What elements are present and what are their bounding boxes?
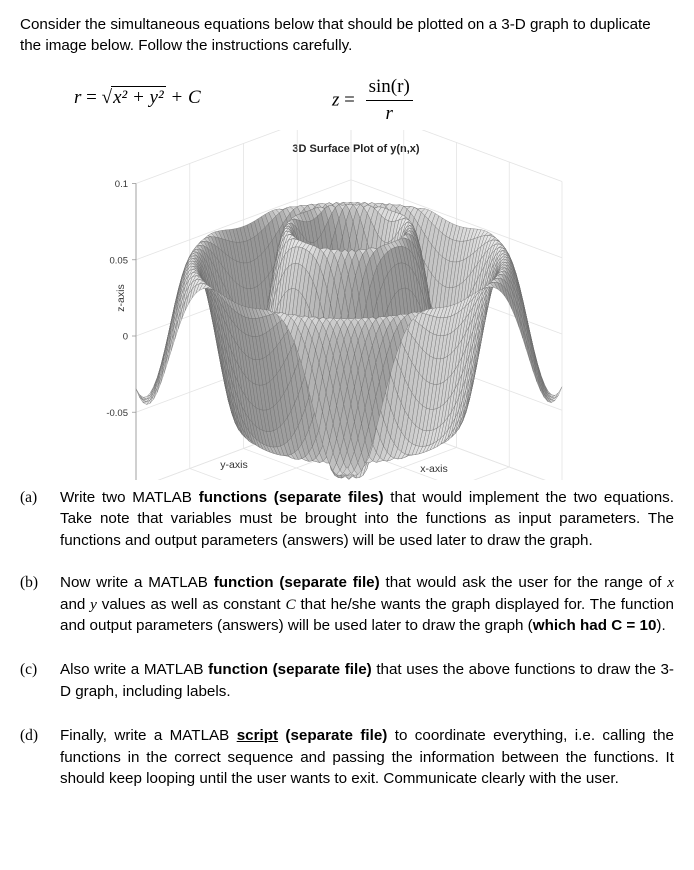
part-text	[60, 572, 674, 636]
y-axis-label: y-axis	[220, 459, 248, 471]
intro-paragraph: Consider the simultaneous equations below that should be plotted on a 3-D graph to duplicate the image below. Follow the instructions carefully.	[20, 16, 651, 54]
text-segment: x	[667, 574, 674, 592]
text-segment: C	[285, 595, 296, 613]
text-segment: script	[236, 727, 279, 745]
question-part	[20, 725, 674, 789]
z-tick-label: 0.05	[109, 255, 128, 267]
floor-gridline	[294, 467, 509, 480]
z-tick-label: 0.1	[114, 179, 128, 190]
part-label: (c)	[20, 661, 38, 679]
text-segment: (separate file)	[278, 727, 388, 745]
question-parts	[20, 487, 674, 789]
text-segment: that uses the above functions to draw the 3-D graph, including labels.	[60, 661, 674, 700]
surface-patch	[136, 389, 143, 400]
z-gridline	[136, 130, 562, 184]
text-segment: that would implement the two equations. Take note that variables must be brought into the functions as input parameters. The functions and output parameters (answers) will be used later to draw the graph.	[60, 489, 674, 549]
text-segment: which had C = 10	[532, 617, 657, 635]
text-segment: Also write a MATLAB	[60, 661, 209, 679]
part-label: (b)	[20, 574, 39, 592]
text-segment: and	[60, 595, 91, 613]
equation-z-lhs: z	[332, 89, 340, 111]
z-tick-label: -0.05	[106, 407, 128, 419]
text-segment: values as well as constant	[96, 595, 286, 613]
text-segment: function (separate file)	[213, 574, 380, 592]
text-segment: function (separate file)	[208, 661, 372, 679]
part-label: (a)	[20, 489, 38, 506]
equation-r-constant: + C	[170, 87, 201, 108]
question-part	[20, 572, 674, 636]
equation-z-numerator: sin(r)	[366, 76, 413, 101]
question-part	[20, 659, 674, 702]
z-axis-label: z-axis	[115, 284, 127, 312]
equation-r: r = √x² + y² + C	[74, 87, 201, 108]
text-segment: that he/she wants the graph displayed for. The function and output parameters (answers) will be used later to draw the graph (	[60, 595, 674, 635]
text-segment: functions (separate files)	[198, 489, 384, 506]
surface-mesh	[136, 202, 562, 479]
text-segment: y	[90, 595, 97, 613]
part-text	[60, 659, 674, 702]
part-text	[60, 487, 674, 551]
chart-title: 3D Surface Plot of y(n,x)	[292, 143, 420, 155]
surface-patch	[555, 387, 562, 398]
text-segment: Write two MATLAB	[60, 489, 199, 506]
equation-z-denominator: r	[385, 103, 393, 124]
equation-r-lhs: r	[74, 87, 82, 108]
text-segment: Now write a MATLAB	[60, 574, 214, 592]
part-text	[60, 725, 674, 789]
text-segment: to coordinate everything, i.e. calling the functions in the correct sequence and passing the information between the functions. It should keep looping until the user wants to exit. Communicate clearly with the user.	[60, 727, 674, 788]
question-part	[20, 487, 674, 551]
part-label: (d)	[20, 727, 39, 745]
x-axis-label: x-axis	[420, 463, 448, 475]
z-tick-label: 0	[122, 331, 128, 343]
text-segment: ).	[656, 617, 666, 635]
equation-r-radicand: x² + y²	[113, 87, 164, 108]
text-segment: that would ask the user for the range of	[379, 574, 668, 592]
surface-plot	[0, 130, 694, 480]
equation-z: z = $\frac{\sin(r)}{r}$	[332, 76, 413, 125]
text-segment: Finally, write a MATLAB	[60, 727, 237, 745]
